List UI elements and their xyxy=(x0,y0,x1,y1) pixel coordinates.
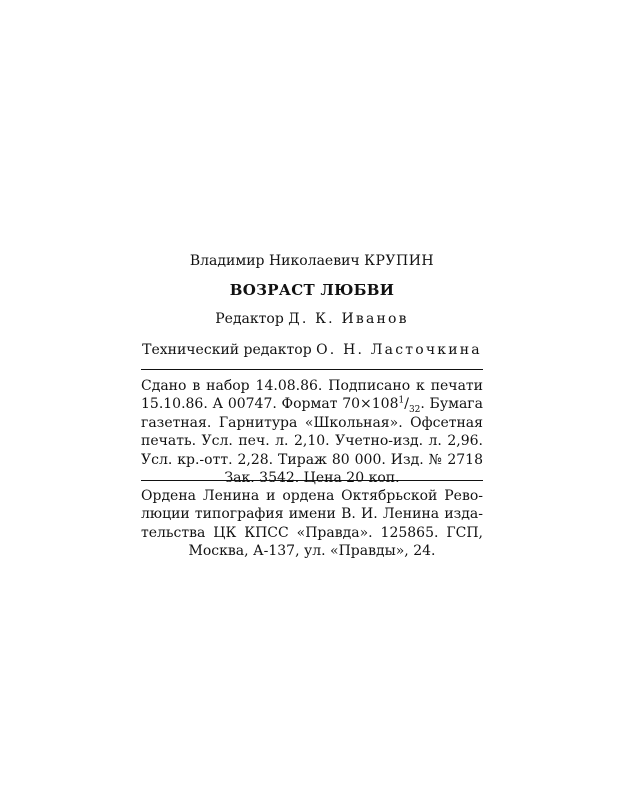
print-details-block xyxy=(141,377,483,487)
printer-block xyxy=(141,487,483,561)
print-details-line-1: Сдано в набор 14.08.86. Подписано к печати xyxy=(141,378,483,394)
editor-name: Д. К. Иванов xyxy=(288,311,409,327)
print-details-line-3: газетная. Гарнитура «Школьная». Офсетная xyxy=(141,414,483,431)
book-title: ВОЗРАСТ ЛЮБВИ xyxy=(229,281,395,299)
printer-line-1: Ордена Ленина и ордена Октябрьской Рево- xyxy=(141,488,483,504)
printer-line-4: Москва, А-137, ул. «Правды», 24. xyxy=(188,543,436,560)
tech-editor-line xyxy=(0,341,624,360)
bottom-divider xyxy=(141,480,483,481)
paper-text: . Бумага xyxy=(420,396,483,413)
top-divider xyxy=(141,369,483,370)
tech-editor-name: О. Н. Ласточкина xyxy=(316,342,482,358)
editor-line xyxy=(0,310,624,329)
printer-line-3: тельства ЦК КПСС «Правда». 125865. ГСП, xyxy=(141,524,483,541)
author-line xyxy=(0,252,624,271)
editor-label: Редактор xyxy=(215,311,284,327)
print-details-line-2 xyxy=(141,395,483,416)
tech-editor-label: Технический редактор xyxy=(142,342,312,358)
author-surname: КРУПИН xyxy=(364,253,435,269)
print-details-line-6: Зак. 3542. Цена 20 коп. xyxy=(224,469,400,486)
format-text: 15.10.86. А 00747. Формат 70×108 xyxy=(141,396,399,413)
printer-line-2: люции типография имени В. И. Ленина изда- xyxy=(141,506,483,523)
format-fraction-denominator: 32 xyxy=(408,405,421,416)
print-details-line-5: Усл. кр.-отт. 2,28. Тираж 80 000. Изд. № 2718 xyxy=(141,451,483,468)
author-first-names: Владимир Николаевич xyxy=(189,253,360,269)
print-details-line-4: печать. Усл. печ. л. 2,10. Учетно-изд. л. 2,96. xyxy=(141,433,483,450)
format-fraction-slash: / xyxy=(404,396,409,413)
format-fraction-numerator: 1 xyxy=(398,395,405,406)
